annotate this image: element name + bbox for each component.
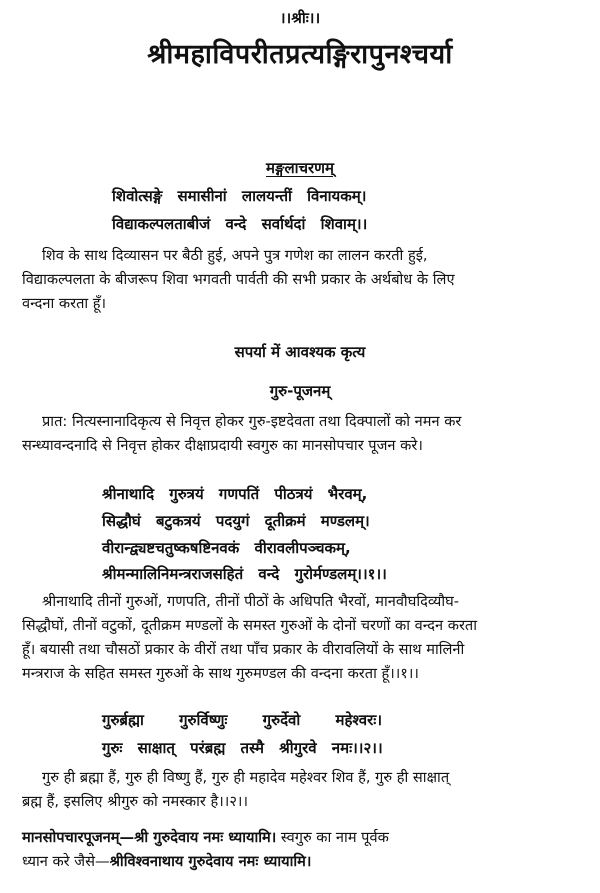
closing-line-1-rest: स्वगुरु का नाम पूर्वक	[276, 829, 389, 846]
guru-verse-1-meaning-line-3: हूँ। बयासी तथा चौसठों प्रकार के वीरों तथा पाँच प्रकार के वीरावलियों के साथ मालिनी	[22, 641, 465, 658]
closing-line-2-start: ध्यान करे जैसे—	[22, 853, 110, 870]
mangalacharan-meaning-line-1: शिव के साथ दिव्यासन पर बैठी हुई, अपने पुत्र गणेश का लालन करती हुई,	[42, 247, 428, 264]
closing-line-2	[22, 850, 588, 874]
guru-verse-1-line-2: सिद्धौघं बटुकत्रयं पदयुगं दूतीक्रमं मण्डलम्।	[102, 512, 370, 530]
sapharya-heading: सपर्या में आवश्यक कृत्य	[234, 343, 366, 361]
invocation-mark: ।।श्रीः।।	[279, 9, 321, 27]
guru-verse-1-meaning-line-2: सिद्धौघों, तीनों वटुकों, दूतीक्रम मण्डलों के समस्त गुरुओं के दोनों चरणों का वन्दन करता	[22, 617, 478, 634]
guru-verse-2-meaning-line-2: ब्रह्म हैं, इसलिए श्रीगुरु को नमस्कार है।।२।।	[22, 793, 248, 810]
mangalacharan-meaning-line-2: विद्याकल्पलता के बीजरूप शिवा भगवती पार्वती की सभी प्रकार के अर्थबोध के लिए	[22, 271, 455, 288]
mangalacharan-heading: मङ्गलाचरणम्	[266, 159, 334, 177]
guru-verse-1-meaning-line-1: श्रीनाथादि तीनों गुरुओं, गणपति, तीनों पीठों के अधिपति भैरवों, मानवौघदिव्यौघ-	[42, 593, 459, 610]
mangalacharan-verse-line-2: विद्याकल्पलताबीजं वन्दे सर्वार्थदां शिवाम्।।	[112, 215, 368, 233]
guru-verse-1-meaning	[22, 590, 588, 686]
guru-verse-2-line-1: गुरुर्ब्रह्मा गुरुर्विष्णुः गुरुर्देवो महेश्वरः।	[102, 711, 382, 729]
page-title: श्रीमहाविपरीतप्रत्यङ्गिरापुनश्चर्या	[147, 39, 453, 70]
closing-line-1-bold: मानसोपचारपूजनम्—श्री गुरुदेवाय नमः ध्यायामि।	[22, 829, 277, 846]
guru-pujan-heading: गुरु-पूजनम्	[269, 382, 331, 400]
closing-instruction	[22, 826, 588, 874]
guru-verse-1-line-3: वीरान्द्व्यष्टचतुष्कषष्टिनवकं वीरावलीपञ्चकम्,	[102, 539, 351, 557]
mangalacharan-meaning-line-3: वन्दना करता हूँ।	[22, 295, 107, 312]
guru-verse-1-line-1: श्रीनाथादि गुरुत्रयं गणपतिं पीठत्रयं भैरवम्,	[102, 485, 368, 503]
closing-line-2-bold: श्रीविश्वनाथाय गुरुदेवाय नमः ध्यायामि।	[109, 853, 312, 870]
guru-verse-2-meaning-line-1: गुरु ही ब्रह्मा हैं, गुरु ही विष्णु हैं, गुरु ही महादेव महेश्वर शिव हैं, गुरु ही साक्षात्	[42, 769, 450, 786]
guru-pujan-intro	[22, 410, 588, 458]
closing-line-1	[22, 826, 588, 850]
guru-verse-1-line-4: श्रीमन्मालिनिमन्त्रराजसहितं वन्दे गुरोर्मण्डलम्।।१।।	[102, 565, 387, 583]
guru-verse-2-line-2: गुरुः साक्षात् परंब्रह्म तस्मै श्रीगुरवे नमः।।२।।	[102, 739, 383, 757]
mangalacharan-verse-line-1: शिवोत्सङ्गे समासीनां लालयन्तीं विनायकम्।	[112, 187, 367, 205]
guru-pujan-intro-line-1: प्रात: नित्यस्नानादिकृत्य से निवृत्त होकर गुरु-इष्टदेवता तथा दिक्पालों को नमन कर	[42, 413, 462, 430]
guru-verse-2-meaning	[22, 766, 588, 814]
guru-pujan-intro-line-2: सन्ध्यावन्दनादि से निवृत्त होकर दीक्षाप्रदायी स्वगुरु का मानसोपचार पूजन करे।	[22, 437, 423, 454]
mangalacharan-meaning	[22, 244, 588, 316]
guru-verse-1-meaning-line-4: मन्त्रराज के सहित समस्त गुरुओं के साथ गुरुमण्डल की वन्दना करता हूँ।।१।।	[22, 665, 419, 682]
